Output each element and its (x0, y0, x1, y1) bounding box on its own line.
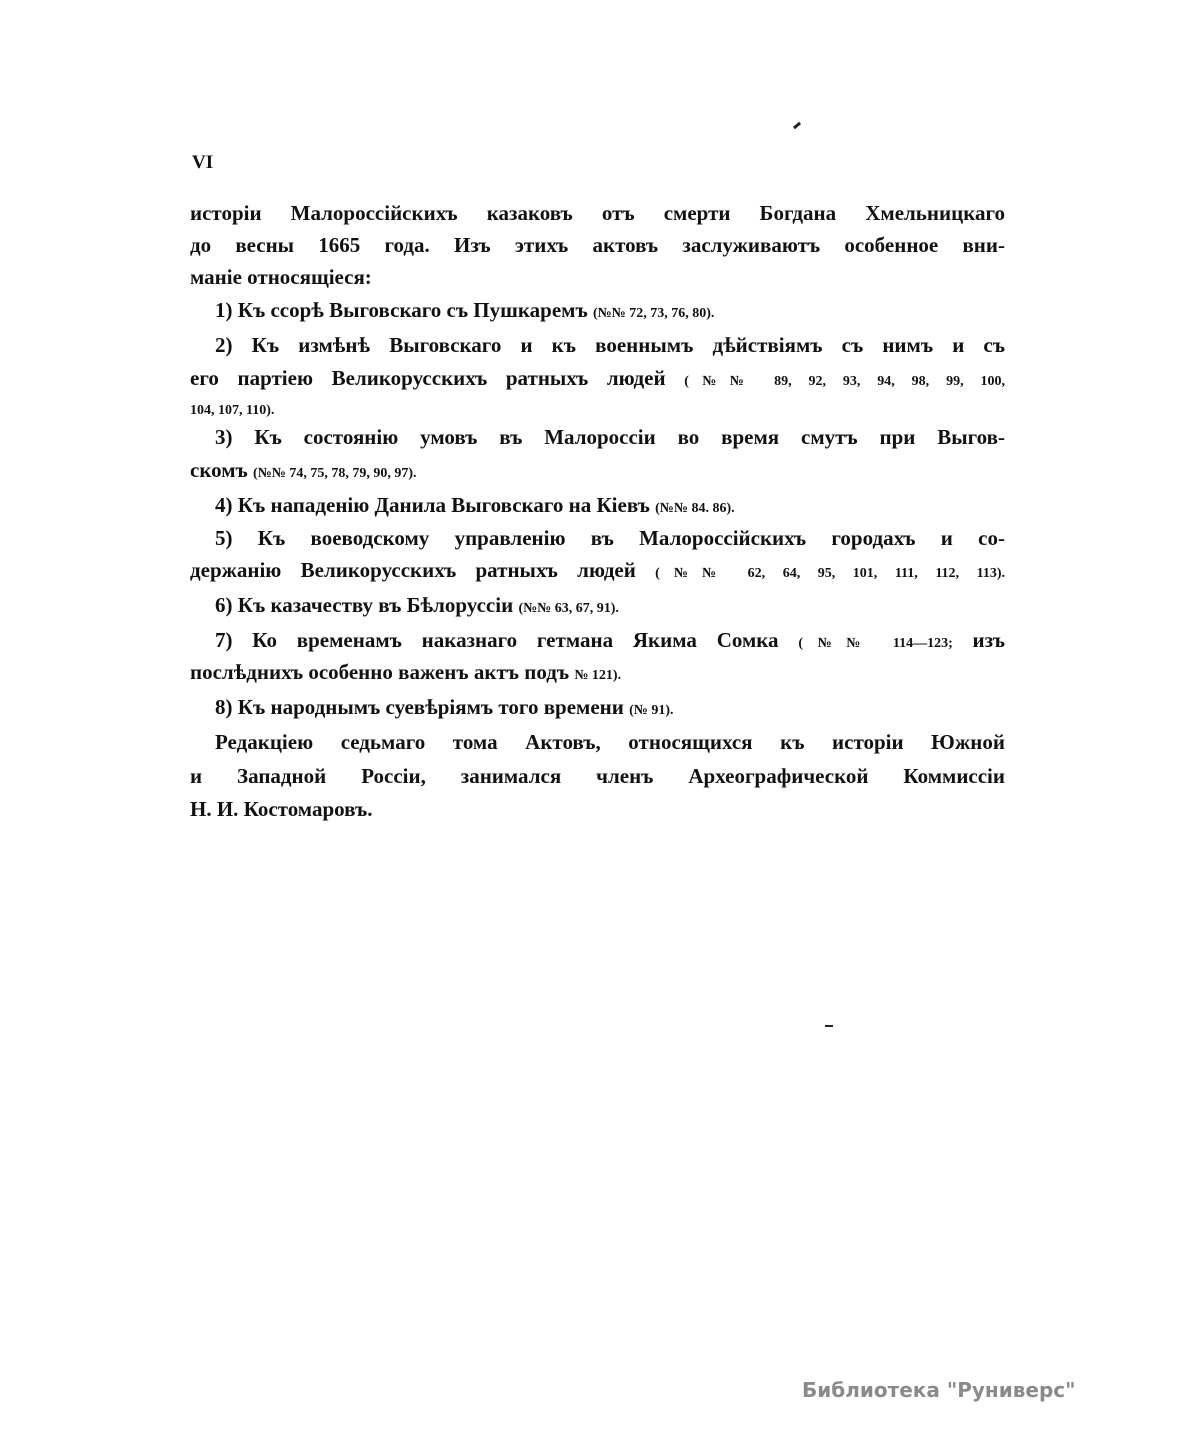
text-line: исторіи Малороссійскихъ казаковъ отъ смерти Богдана Хмельницкаго (190, 201, 1005, 225)
scan-speck (793, 122, 801, 129)
list-item-6: 6) Къ казачеству въ Бѣлоруссіи (№№ 63, 67, 91). (215, 593, 619, 617)
text-line: и Западной Россіи, занимался членъ Археографической Коммиссіи (190, 764, 1005, 788)
text-line: маніе относящіеся: (190, 265, 372, 289)
list-item-1: 1) Къ ссорѣ Выговскаго съ Пушкаремъ (№№ 72, 73, 76, 80). (215, 298, 715, 322)
list-item-2: 2) Къ измѣнѣ Выговскаго и къ военнымъ дѣйствіямъ съ нимъ и съ (215, 333, 1005, 357)
text-line: держанію Великорусскихъ ратныхъ людей (№№ 62, 64, 95, 101, 111, 112, 113). (190, 558, 1005, 582)
text-line: до весны 1665 года. Изъ этихъ актовъ заслуживаютъ особенное вни- (190, 233, 1005, 257)
library-watermark: Библиотека "Руниверс" (802, 1378, 1076, 1402)
list-item-7: 7) Ко временамъ наказнаго гетмана Якима Сомка (№№ 114—123; изъ (215, 628, 1005, 652)
list-item-8: 8) Къ народнымъ суевѣріямъ того времени (№ 91). (215, 695, 674, 719)
text-line: послѣднихъ особенно важенъ актъ подъ № 121). (190, 660, 622, 684)
list-item-4: 4) Къ нападенію Данила Выговскаго на Кіевъ (№№ 84. 86). (215, 493, 735, 517)
list-item-3: 3) Къ состоянію умовъ въ Малороссіи во время смутъ при Выгов- (215, 425, 1005, 449)
text-line: Редакціею седьмаго тома Актовъ, относящихся къ исторіи Южной (215, 730, 1005, 754)
list-item-5: 5) Къ воеводскому управленію въ Малороссійскихъ городахъ и со- (215, 526, 1005, 550)
text-line: его партіею Великорусскихъ ратныхъ людей (№№ 89, 92, 93, 94, 98, 99, 100, (190, 366, 1005, 390)
page-number: VI (192, 152, 214, 173)
text-line: 104, 107, 110). (190, 403, 275, 418)
text-line: скомъ (№№ 74, 75, 78, 79, 90, 97). (190, 458, 417, 482)
scan-speck (825, 1025, 833, 1027)
text-line: Н. И. Костомаровъ. (190, 797, 373, 821)
